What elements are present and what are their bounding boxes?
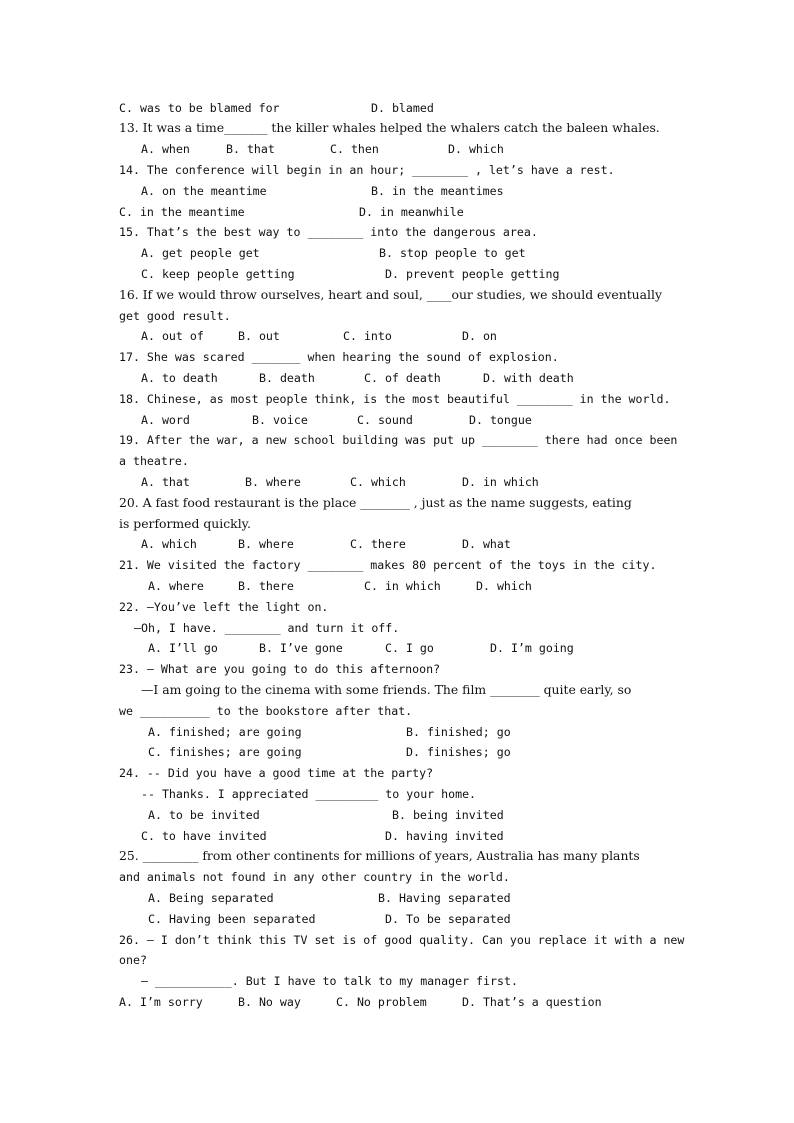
q23-option-d: D. finishes; go — [406, 745, 511, 759]
q24-option-a: A. to be invited — [148, 808, 260, 822]
q19-option-d: D. in which — [462, 475, 539, 489]
q26-line3: — ___________. But I have to talk to my manager first. — [141, 974, 518, 988]
q14-option-b: B. in the meantimes — [371, 184, 504, 198]
q21-option-c: C. in which — [364, 579, 441, 593]
q17-stem: 17. She was scared _______ when hearing the sound of explosion. — [119, 350, 559, 364]
q20-option-d: D. what — [462, 537, 511, 551]
q19-stem-line1: 19. After the war, a new school building was put up ________ there had once been — [119, 433, 678, 447]
q20-stem-line2: is performed quickly. — [119, 516, 251, 531]
q26-option-a: A. I’m sorry — [119, 995, 203, 1009]
q26-line1: 26. — I don’t think this TV set is of good quality. Can you replace it with a new — [119, 933, 685, 947]
q23-option-b: B. finished; go — [406, 725, 511, 739]
q22-option-d: D. I’m going — [490, 641, 574, 655]
q24-option-b: B. being invited — [392, 808, 504, 822]
q18-option-d: D. tongue — [469, 413, 532, 427]
q23-option-a: A. finished; are going — [148, 725, 302, 739]
q19-option-a: A. that — [141, 475, 190, 489]
q24-option-d: D. having invited — [385, 829, 504, 843]
q16-option-c: C. into — [343, 329, 392, 343]
q26-option-d: D. That’s a question — [462, 995, 602, 1009]
q12-option-d: D. blamed — [371, 101, 434, 115]
q21-option-b: B. there — [238, 579, 294, 593]
q23-line1: 23. — What are you going to do this afternoon? — [119, 662, 441, 676]
q22-option-c: C. I go — [385, 641, 434, 655]
q13-stem: 13. It was a time_______ the killer whales helped the whalers catch the baleen whales. — [119, 120, 660, 135]
q16-option-a: A. out of — [141, 329, 204, 343]
q17-option-c: C. of death — [364, 371, 441, 385]
q26-line2: one? — [119, 953, 147, 967]
q21-option-a: A. where — [148, 579, 204, 593]
q25-option-b: B. Having separated — [378, 891, 511, 905]
q17-option-d: D. with death — [483, 371, 574, 385]
q22-line1: 22. —You’ve left the light on. — [119, 600, 329, 614]
q22-option-b: B. I’ve gone — [259, 641, 343, 655]
q19-option-b: B. where — [245, 475, 301, 489]
q17-option-a: A. to death — [141, 371, 218, 385]
q22-line2: —Oh, I have. ________ and turn it off. — [134, 621, 400, 635]
q17-option-b: B. death — [259, 371, 315, 385]
q13-option-d: D. which — [448, 142, 504, 156]
q20-stem-line1: 20. A fast food restaurant is the place ________ , just as the name suggests, eating — [119, 495, 632, 510]
q19-stem-line2: a theatre. — [119, 454, 189, 468]
q12-option-c: C. was to be blamed for — [119, 101, 280, 115]
q25-option-c: C. Having been separated — [148, 912, 316, 926]
q16-option-d: D. on — [462, 329, 497, 343]
q23-option-c: C. finishes; are going — [148, 745, 302, 759]
q16-stem-line2: get good result. — [119, 309, 231, 323]
q25-stem-line2: and animals not found in any other country in the world. — [119, 870, 510, 884]
q15-option-a: A. get people get — [141, 246, 260, 260]
q23-line3: we __________ to the bookstore after that. — [119, 704, 413, 718]
q16-option-b: B. out — [238, 329, 280, 343]
q15-option-c: C. keep people getting — [141, 267, 295, 281]
q20-option-c: C. there — [350, 537, 406, 551]
q25-option-d: D. To be separated — [385, 912, 511, 926]
q13-option-c: C. then — [330, 142, 379, 156]
q26-option-c: C. No problem — [336, 995, 427, 1009]
q19-option-c: C. which — [350, 475, 406, 489]
q15-option-d: D. prevent people getting — [385, 267, 560, 281]
q14-option-d: D. in meanwhile — [359, 205, 464, 219]
q20-option-b: B. where — [238, 537, 294, 551]
q18-option-b: B. voice — [252, 413, 308, 427]
q13-option-b: B. that — [226, 142, 275, 156]
q18-option-c: C. sound — [357, 413, 413, 427]
q20-option-a: A. which — [141, 537, 197, 551]
q25-stem-line1: 25. _________ from other continents for millions of years, Australia has many plants — [119, 848, 640, 863]
q24-line2: -- Thanks. I appreciated _________ to your home. — [141, 787, 477, 801]
q24-option-c: C. to have invited — [141, 829, 267, 843]
q13-option-a: A. when — [141, 142, 190, 156]
q16-stem-line1: 16. If we would throw ourselves, heart and soul, ____our studies, we should eventually — [119, 287, 662, 302]
q15-option-b: B. stop people to get — [379, 246, 526, 260]
q24-line1: 24. -- Did you have a good time at the party? — [119, 766, 434, 780]
q14-stem: 14. The conference will begin in an hour; ________ , let’s have a rest. — [119, 163, 615, 177]
q15-stem: 15. That’s the best way to ________ into the dangerous area. — [119, 225, 538, 239]
q26-option-b: B. No way — [238, 995, 301, 1009]
q14-option-a: A. on the meantime — [141, 184, 267, 198]
q21-stem: 21. We visited the factory ________ makes 80 percent of the toys in the city. — [119, 558, 657, 572]
q21-option-d: D. which — [476, 579, 532, 593]
q18-option-a: A. word — [141, 413, 190, 427]
q23-line2: —I am going to the cinema with some friends. The film ________ quite early, so — [141, 682, 632, 697]
q14-option-c: C. in the meantime — [119, 205, 245, 219]
q22-option-a: A. I’ll go — [148, 641, 218, 655]
q25-option-a: A. Being separated — [148, 891, 274, 905]
q18-stem: 18. Chinese, as most people think, is the most beautiful ________ in the world. — [119, 392, 671, 406]
